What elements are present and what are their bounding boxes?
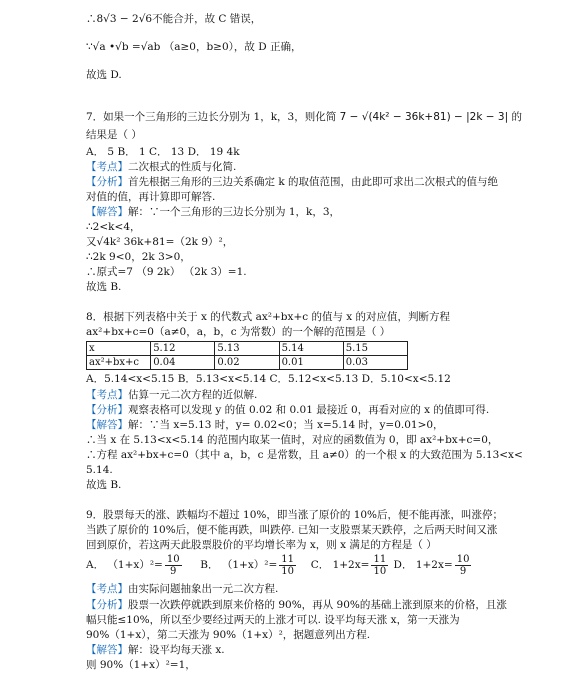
q9-fenxi: [86, 598, 507, 612]
q9-option-a-label: A．: [86, 559, 105, 571]
fenxi-tag: 【分析】: [86, 404, 128, 416]
prev-line-1: ∴8√3 − 2√6不能合并，故 C 错误，: [86, 13, 262, 25]
q9-fenxi-2: 幅只能≤10%，所以至少要经过两天的上涨才可以. 设平均每天涨 x，第一天涨为: [86, 614, 460, 626]
table-cell: 5.14: [279, 342, 343, 356]
q9-option-d: 1+2x=: [415, 559, 453, 571]
q9-kaodian-text: 由实际问题抽象出一元二次方程.: [128, 583, 279, 595]
q9-fenxi-3: 90%（1+x），第二天涨为 90%（1+x）²，据题意列出方程.: [86, 629, 371, 641]
kaodian-tag: 【考点】: [86, 161, 128, 173]
fraction-numerator: 10: [456, 553, 470, 565]
q8-jieda-text-1: 解：∵当 x=5.13 时，y= 0.02<0；当 x=5.14 时，y=0.01>0，: [128, 419, 444, 431]
q7-expression: 7 − √(4k² − 36k+81) − |2k − 3|: [339, 111, 509, 123]
q8-jieda-3: ∴方程 ax²+bx+c=0（其中 a，b，c 是常数，且 a≠0）的一个根 x 的大致范围为 5.13<x<: [86, 449, 523, 461]
jieda-tag: 【解答】: [86, 206, 128, 218]
q8-kaodian-text: 估算一元二次方程的近似解.: [128, 389, 258, 401]
q9-option-c-label: C．: [310, 559, 330, 571]
q7-jieda-3: 又√4k² 36k+81=（2k 9）²，: [86, 236, 234, 248]
jieda-tag: 【解答】: [86, 644, 128, 656]
table-cell: 5.15: [343, 342, 407, 356]
q7-jieda-2: ∴2<k<4，: [86, 221, 141, 233]
q7-fenxi-text-1: 首先根据三角形的三边关系确定 k 的取值范围，由此即可求出二次根式的值与绝: [128, 176, 499, 188]
q9-jieda: [86, 643, 225, 657]
q7-kaodian: [86, 160, 236, 174]
fraction-denominator: 9: [170, 565, 177, 577]
q9-option-d-fraction: [455, 554, 472, 577]
q7-stem-tail: 的: [511, 111, 522, 123]
table-cell: 5.13: [215, 342, 279, 356]
q8-options: A．5.14<x<5.15 B．5.13<x<5.14 C．5.12<x<5.13 D．5.10<x<5.12: [86, 373, 451, 385]
q7-options: A． 5 B． 1 C． 13 D． 19 4k: [86, 146, 240, 158]
fraction-denominator: 9: [459, 565, 467, 577]
fraction-numerator: 11: [373, 553, 387, 565]
q9-jieda-2: 则 90%（1+x）²=1，: [86, 659, 196, 671]
q9-stem-1: 9．股票每天的涨、跌幅均不超过 10%，即当涨了原价的 10%后，便不能再涨，叫涨停；: [86, 509, 504, 521]
q9-options: [86, 552, 473, 578]
kaodian-tag: 【考点】: [86, 583, 128, 595]
q7-stem: [86, 110, 522, 124]
q8-fenxi-text-1: 观察表格可以发现 y 的值 0.02 和 0.01 最接近 0，再看对应的 x 的值即可得.: [128, 404, 490, 416]
q7-stem-2: 结果是（ ）: [86, 129, 142, 141]
q9-option-b: （1+x）²=: [221, 559, 278, 571]
q9-option-c-fraction: [371, 554, 388, 577]
q7-jieda: [86, 205, 340, 219]
q9-fenxi-text-1: 股票一次跌停就跌到原来价格的 90%，再从 90%的基础上涨到原来的价格，且涨: [128, 599, 507, 611]
fenxi-tag: 【分析】: [86, 599, 128, 611]
q9-option-c: 1+2x=: [332, 559, 370, 571]
table-cell: 0.02: [215, 356, 279, 370]
q7-jieda-text-1: 解：∵一个三角形的三边长分别为 1，k，3，: [128, 206, 341, 218]
table-row: [87, 356, 408, 370]
q8-fenxi: [86, 403, 489, 417]
prev-line-3: 故选 D.: [86, 69, 122, 81]
fraction-denominator: 10: [281, 565, 294, 577]
q8-jieda-4: 5.14.: [86, 464, 113, 476]
q9-option-b-label: B．: [200, 559, 219, 571]
q9-option-d-label: D．: [393, 559, 413, 571]
table-cell: x: [87, 342, 151, 356]
q9-option-a-fraction: [165, 554, 182, 577]
kaodian-tag: 【考点】: [86, 389, 128, 401]
table-cell: ax²+bx+c: [87, 356, 151, 370]
jieda-tag: 【解答】: [86, 419, 128, 431]
q8-stem-1: 8．根据下列表格中关于 x 的代数式 ax²+bx+c 的值与 x 的对应值，判断方程: [86, 311, 451, 323]
fraction-numerator: 11: [281, 553, 294, 565]
table-cell: 0.01: [279, 356, 343, 370]
q7-jieda-6: 故选 B.: [86, 281, 122, 293]
q9-kaodian: [86, 582, 278, 596]
fraction-denominator: 10: [373, 565, 387, 577]
q8-kaodian: [86, 388, 257, 402]
q7-fenxi-2: 对值的值，再计算即可解答.: [86, 191, 216, 203]
table-cell: 0.04: [151, 356, 215, 370]
q8-jieda: [86, 418, 444, 432]
q7-fenxi: [86, 175, 498, 189]
q9-jieda-text-1: 解：设平均每天涨 x.: [128, 644, 225, 656]
q7-kaodian-text: 二次根式的性质与化简.: [128, 161, 237, 173]
prev-line-2: ∵√a •√b =√ab （a≥0，b≥0），故 D 正确，: [86, 41, 302, 53]
table-row: [87, 342, 408, 356]
table-cell: 5.12: [151, 342, 215, 356]
q8-value-table: [86, 341, 408, 370]
q8-jieda-5: 故选 B.: [86, 479, 122, 491]
q7-jieda-4: ∴2k 9<0，2k 3>0，: [86, 251, 191, 263]
q8-jieda-2: ∴当 x 在 5.13<x<5.14 的范围内取某一值时，对应的函数值为 0，即 ax²+bx+c=0，: [86, 434, 499, 446]
q7-jieda-5: ∴原式=7 （9 2k） （2k 3）=1.: [86, 266, 247, 278]
q7-stem-text: 7．如果一个三角形的三边长分别为 1，k，3，则化简: [86, 111, 337, 123]
q8-stem-2: ax²+bx+c=0（a≠0，a，b，c 为常数）的一个解的范围是（ ）: [86, 326, 391, 338]
q9-option-a: （1+x）²=: [107, 559, 163, 571]
fraction-numerator: 10: [166, 553, 180, 565]
q9-stem-3: 回到原价，若这两天此股票股价的平均增长率为 x，则 x 满足的方程是（ ）: [86, 539, 437, 551]
fenxi-tag: 【分析】: [86, 176, 128, 188]
table-cell: 0.03: [343, 356, 407, 370]
q9-option-b-fraction: [279, 554, 296, 577]
q9-stem-2: 当跌了原价的 10%后，便不能再跌，叫跌停. 已知一支股票某天跌停，之后两天时间又涨: [86, 524, 498, 536]
